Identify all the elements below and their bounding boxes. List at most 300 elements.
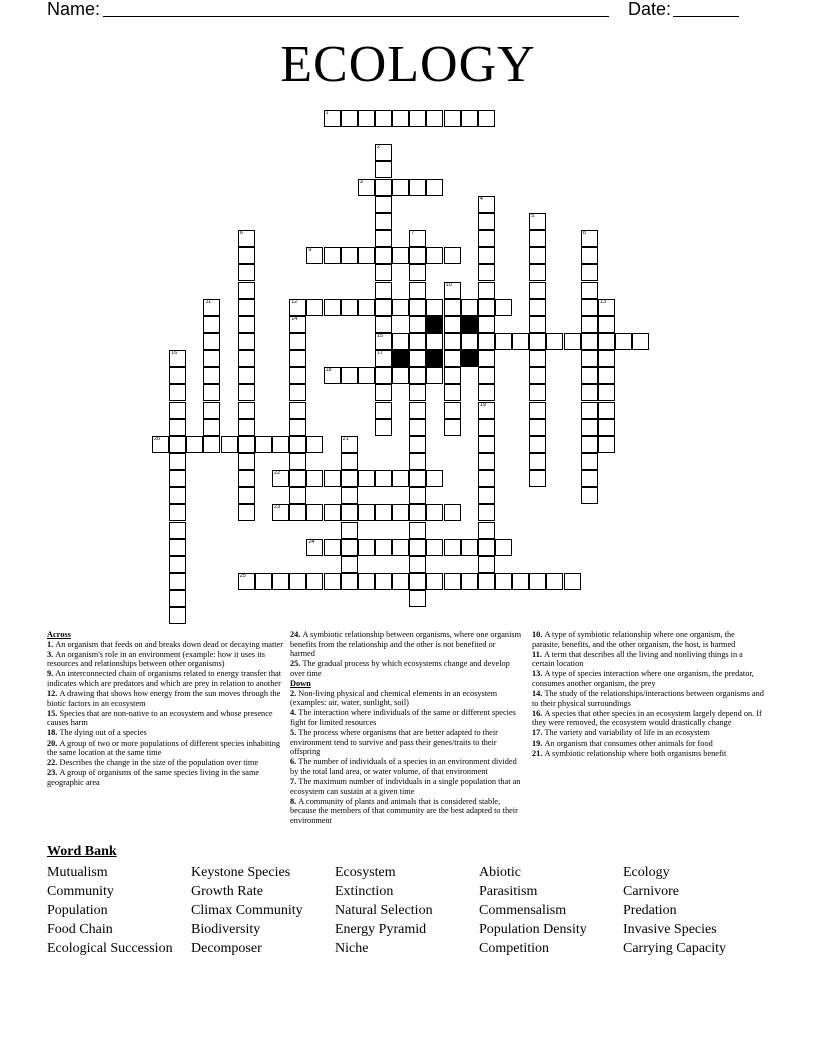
crossword-cell[interactable] — [478, 384, 495, 401]
crossword-cell[interactable] — [409, 299, 426, 316]
crossword-cell[interactable] — [306, 299, 323, 316]
crossword-cell[interactable] — [272, 573, 289, 590]
crossword-cell[interactable] — [461, 299, 478, 316]
crossword-cell[interactable] — [375, 264, 392, 281]
crossword-cell[interactable] — [409, 436, 426, 453]
crossword-cell[interactable] — [426, 299, 443, 316]
clue-number: 23 — [274, 504, 281, 511]
crossword-cell[interactable] — [289, 487, 306, 504]
crossword-cell[interactable] — [375, 161, 392, 178]
crossword-cell[interactable] — [324, 367, 341, 384]
crossword-cell[interactable] — [392, 539, 409, 556]
crossword-cell[interactable] — [272, 504, 289, 521]
crossword-cell[interactable] — [478, 299, 495, 316]
crossword-cell[interactable] — [409, 384, 426, 401]
crossword-cell[interactable] — [426, 470, 443, 487]
crossword-cell[interactable] — [581, 470, 598, 487]
crossword-cell[interactable] — [289, 504, 306, 521]
crossword-cell[interactable] — [444, 419, 461, 436]
crossword-cell[interactable] — [375, 539, 392, 556]
clues-column-2 — [290, 630, 522, 826]
crossword-cell[interactable] — [203, 333, 220, 350]
crossword-cell[interactable] — [358, 247, 375, 264]
crossword-cell[interactable] — [375, 419, 392, 436]
clue-number-label: 13. — [532, 669, 545, 679]
word-bank-title: Word Bank — [47, 844, 117, 859]
crossword-cell[interactable] — [581, 384, 598, 401]
crossword-cell[interactable] — [581, 453, 598, 470]
crossword-cell[interactable] — [169, 522, 186, 539]
clue-number-label: 20. — [47, 738, 60, 748]
crossword-cell[interactable] — [238, 436, 255, 453]
crossword-cell[interactable] — [444, 384, 461, 401]
crossword-cell[interactable] — [478, 110, 495, 127]
crossword-cell[interactable] — [272, 436, 289, 453]
crossword-cell[interactable] — [598, 333, 615, 350]
crossword-cell[interactable] — [598, 402, 615, 419]
crossword-cell[interactable] — [426, 504, 443, 521]
crossword-cell[interactable] — [358, 110, 375, 127]
crossword-cell[interactable] — [306, 247, 323, 264]
crossword-cell[interactable] — [409, 350, 426, 367]
crossword-cell[interactable] — [203, 316, 220, 333]
crossword-cell[interactable] — [238, 282, 255, 299]
crossword-cell[interactable] — [444, 247, 461, 264]
crossword-cell[interactable] — [341, 487, 358, 504]
crossword-cell[interactable] — [375, 282, 392, 299]
crossword-cell[interactable] — [375, 247, 392, 264]
clue-number-label: 14. — [532, 689, 545, 699]
crossword-cell[interactable] — [598, 367, 615, 384]
crossword-cell[interactable] — [375, 110, 392, 127]
crossword-cell[interactable] — [289, 453, 306, 470]
crossword-cell[interactable] — [375, 333, 392, 350]
crossword-cell[interactable] — [238, 573, 255, 590]
crossword-cell[interactable] — [409, 282, 426, 299]
crossword-cell[interactable] — [324, 573, 341, 590]
crossword-cell[interactable] — [289, 470, 306, 487]
crossword-cell[interactable] — [529, 402, 546, 419]
crossword-cell[interactable] — [409, 419, 426, 436]
clue-number: 16 — [171, 350, 178, 357]
crossword-cell[interactable] — [375, 384, 392, 401]
crossword-cell[interactable] — [169, 573, 186, 590]
crossword-cell[interactable] — [375, 213, 392, 230]
crossword-cell[interactable] — [289, 436, 306, 453]
crossword-cell[interactable] — [529, 350, 546, 367]
crossword-cell[interactable] — [375, 350, 392, 367]
clue-number: 15 — [376, 332, 384, 339]
crossword-cell[interactable] — [358, 367, 375, 384]
crossword-cell[interactable] — [341, 522, 358, 539]
crossword-cell[interactable] — [255, 436, 272, 453]
crossword-cell[interactable] — [478, 522, 495, 539]
crossword-cell[interactable] — [598, 299, 615, 316]
crossword-cell[interactable] — [529, 333, 546, 350]
crossword-cell[interactable] — [358, 470, 375, 487]
crossword-cell[interactable] — [598, 384, 615, 401]
crossword-cell[interactable] — [546, 333, 563, 350]
crossword-cell[interactable] — [169, 556, 186, 573]
crossword-cell[interactable] — [409, 470, 426, 487]
crossword-cell[interactable] — [409, 230, 426, 247]
crossword-cell[interactable] — [238, 264, 255, 281]
crossword-cell[interactable] — [426, 333, 443, 350]
crossword-cell[interactable] — [409, 333, 426, 350]
crossword-cell[interactable] — [272, 470, 289, 487]
crossword-cell[interactable] — [169, 590, 186, 607]
crossword-cell[interactable] — [306, 573, 323, 590]
word-bank-item: Niche — [335, 940, 369, 956]
crossword-cell[interactable] — [238, 504, 255, 521]
crossword-cell[interactable] — [324, 539, 341, 556]
crossword-cell[interactable] — [529, 384, 546, 401]
crossword-cell[interactable] — [478, 504, 495, 521]
crossword-cell[interactable] — [392, 333, 409, 350]
crossword-cell[interactable] — [478, 247, 495, 264]
crossword-cell[interactable] — [358, 504, 375, 521]
crossword-cell[interactable] — [478, 470, 495, 487]
crossword-cell[interactable] — [238, 470, 255, 487]
crossword-cell[interactable] — [409, 453, 426, 470]
crossword-cell[interactable] — [426, 539, 443, 556]
crossword-cell[interactable] — [375, 179, 392, 196]
crossword-cell[interactable] — [598, 419, 615, 436]
crossword-cell[interactable] — [444, 539, 461, 556]
crossword-cell[interactable] — [581, 299, 598, 316]
crossword-cell[interactable] — [324, 470, 341, 487]
crossword-cell[interactable] — [632, 333, 649, 350]
crossword-cell[interactable] — [529, 436, 546, 453]
crossword-cell[interactable] — [341, 453, 358, 470]
crossword-cell[interactable] — [358, 299, 375, 316]
crossword-cell[interactable] — [324, 299, 341, 316]
crossword-cell[interactable] — [238, 230, 255, 247]
crossword-cell[interactable] — [375, 470, 392, 487]
clue-text: A group of two or more populations of different species inhabiting the same location at the same time — [47, 738, 281, 758]
crossword-cell[interactable] — [478, 264, 495, 281]
crossword-cell[interactable] — [169, 436, 186, 453]
crossword-cell[interactable] — [529, 316, 546, 333]
crossword-cell[interactable] — [289, 333, 306, 350]
crossword-cell[interactable] — [238, 367, 255, 384]
crossword-cell[interactable] — [169, 384, 186, 401]
crossword-cell[interactable] — [546, 573, 563, 590]
crossword-cell[interactable] — [581, 316, 598, 333]
crossword-cell[interactable] — [444, 402, 461, 419]
crossword-cell[interactable] — [341, 247, 358, 264]
crossword-cell[interactable] — [238, 384, 255, 401]
crossword-cell[interactable] — [581, 487, 598, 504]
crossword-cell[interactable] — [392, 179, 409, 196]
crossword-cell[interactable] — [426, 247, 443, 264]
crossword-cell[interactable] — [444, 367, 461, 384]
crossword-cell[interactable] — [392, 299, 409, 316]
crossword-cell[interactable] — [478, 213, 495, 230]
crossword-cell[interactable] — [409, 539, 426, 556]
crossword-cell[interactable] — [409, 590, 426, 607]
crossword-cell[interactable] — [375, 573, 392, 590]
crossword-cell[interactable] — [478, 573, 495, 590]
crossword-cell[interactable] — [564, 573, 581, 590]
crossword-cell[interactable] — [392, 504, 409, 521]
crossword-cell[interactable] — [169, 470, 186, 487]
clue-number-label: 9. — [47, 669, 56, 679]
crossword-cell[interactable] — [461, 573, 478, 590]
black-square — [392, 350, 409, 367]
crossword-cell[interactable] — [306, 470, 323, 487]
crossword-cell[interactable] — [512, 333, 529, 350]
crossword-cell[interactable] — [512, 573, 529, 590]
crossword-cell[interactable] — [478, 196, 495, 213]
clue-number-label: 5. — [290, 727, 299, 737]
crossword-cell[interactable] — [203, 402, 220, 419]
crossword-cell[interactable] — [238, 247, 255, 264]
crossword-cell[interactable] — [238, 333, 255, 350]
crossword-cell[interactable] — [529, 453, 546, 470]
crossword-cell[interactable] — [478, 436, 495, 453]
crossword-cell[interactable] — [409, 402, 426, 419]
crossword-cell[interactable] — [289, 350, 306, 367]
crossword-cell[interactable] — [409, 522, 426, 539]
word-bank-item: Carrying Capacity — [623, 940, 727, 956]
clue-number-label: 23. — [47, 768, 60, 778]
crossword-cell[interactable] — [461, 333, 478, 350]
crossword-cell[interactable] — [478, 402, 495, 419]
crossword-cell[interactable] — [341, 556, 358, 573]
crossword-cell[interactable] — [478, 453, 495, 470]
crossword-cell[interactable] — [409, 264, 426, 281]
crossword-cell[interactable] — [478, 316, 495, 333]
crossword-cell[interactable] — [169, 504, 186, 521]
crossword-cell[interactable] — [444, 350, 461, 367]
crossword-cell[interactable] — [529, 213, 546, 230]
crossword-cell[interactable] — [203, 367, 220, 384]
crossword-cell[interactable] — [375, 230, 392, 247]
crossword-cell[interactable] — [581, 282, 598, 299]
crossword-cell[interactable] — [529, 247, 546, 264]
crossword-cell[interactable] — [358, 539, 375, 556]
crossword-cell[interactable] — [409, 504, 426, 521]
crossword-cell[interactable] — [341, 504, 358, 521]
crossword-cell[interactable] — [444, 110, 461, 127]
crossword-cell[interactable] — [238, 419, 255, 436]
crossword-cell[interactable] — [289, 419, 306, 436]
crossword-cell[interactable] — [444, 573, 461, 590]
crossword-cell[interactable] — [306, 436, 323, 453]
crossword-cell[interactable] — [169, 419, 186, 436]
crossword-cell[interactable] — [529, 470, 546, 487]
crossword-cell[interactable] — [495, 299, 512, 316]
crossword-cell[interactable] — [203, 299, 220, 316]
crossword-cell[interactable] — [392, 367, 409, 384]
clue-item — [290, 797, 522, 826]
crossword-cell[interactable] — [375, 299, 392, 316]
clue-number: 24 — [308, 538, 315, 545]
crossword-cell[interactable] — [392, 110, 409, 127]
crossword-cell[interactable] — [581, 367, 598, 384]
crossword-cell[interactable] — [324, 247, 341, 264]
crossword-cell[interactable] — [581, 402, 598, 419]
clue-item — [47, 739, 283, 758]
crossword-cell[interactable] — [478, 230, 495, 247]
crossword-cell[interactable] — [426, 573, 443, 590]
clue-text: The interaction where individuals of the same or different species fight for limited resources — [290, 708, 516, 727]
crossword-cell[interactable] — [581, 264, 598, 281]
crossword-cell[interactable] — [203, 419, 220, 436]
crossword-cell[interactable] — [169, 402, 186, 419]
crossword-cell[interactable] — [478, 419, 495, 436]
crossword-cell[interactable] — [478, 333, 495, 350]
crossword-cell[interactable] — [444, 333, 461, 350]
crossword-cell[interactable] — [341, 110, 358, 127]
crossword-cell[interactable] — [598, 350, 615, 367]
crossword-cell[interactable] — [495, 573, 512, 590]
crossword-cell[interactable] — [341, 470, 358, 487]
clue-number-label: 4. — [290, 708, 299, 718]
crossword-cell[interactable] — [221, 436, 238, 453]
clue-number-label: 1. — [47, 639, 56, 649]
crossword-cell[interactable] — [375, 316, 392, 333]
crossword-cell[interactable] — [461, 539, 478, 556]
crossword-cell[interactable] — [375, 144, 392, 161]
crossword-cell[interactable] — [529, 264, 546, 281]
crossword-cell[interactable] — [426, 367, 443, 384]
crossword-cell[interactable] — [444, 504, 461, 521]
crossword-cell[interactable] — [238, 402, 255, 419]
crossword-cell[interactable] — [529, 230, 546, 247]
crossword-cell[interactable] — [186, 436, 203, 453]
crossword-cell[interactable] — [375, 402, 392, 419]
clue-number-label: 6. — [290, 757, 299, 767]
crossword-cell[interactable] — [341, 539, 358, 556]
crossword-cell[interactable] — [306, 539, 323, 556]
crossword-cell[interactable] — [169, 367, 186, 384]
crossword-cell[interactable] — [581, 419, 598, 436]
crossword-cell[interactable] — [444, 282, 461, 299]
crossword-cell[interactable] — [529, 282, 546, 299]
clue-text: A type of symbiotic relationship where one organism, the parasite, benefits, and the other organism, the host, is harmed — [532, 630, 736, 649]
clue-number-label: 3. — [47, 649, 56, 659]
crossword-cell[interactable] — [169, 453, 186, 470]
crossword-cell[interactable] — [478, 350, 495, 367]
crossword-cell[interactable] — [409, 179, 426, 196]
crossword-cell[interactable] — [341, 573, 358, 590]
crossword-cell[interactable] — [238, 299, 255, 316]
crossword-cell[interactable] — [581, 350, 598, 367]
clue-item — [290, 659, 522, 678]
clue-number: 14 — [291, 315, 298, 322]
crossword-cell[interactable] — [495, 333, 512, 350]
crossword-cell[interactable] — [203, 350, 220, 367]
crossword-cell[interactable] — [529, 367, 546, 384]
crossword-cell[interactable] — [409, 487, 426, 504]
crossword-cell[interactable] — [478, 487, 495, 504]
crossword-cell[interactable] — [289, 367, 306, 384]
crossword-cell[interactable] — [392, 573, 409, 590]
crossword-cell[interactable] — [444, 316, 461, 333]
crossword-cell[interactable] — [152, 436, 169, 453]
crossword-cell[interactable] — [581, 333, 598, 350]
crossword-cell[interactable] — [375, 196, 392, 213]
crossword-cell[interactable] — [581, 436, 598, 453]
crossword-cell[interactable] — [409, 556, 426, 573]
crossword-cell[interactable] — [426, 110, 443, 127]
crossword-cell[interactable] — [289, 402, 306, 419]
crossword-cell[interactable] — [306, 504, 323, 521]
crossword-cell[interactable] — [341, 436, 358, 453]
crossword-cell[interactable] — [358, 179, 375, 196]
crossword-cell[interactable] — [495, 539, 512, 556]
crossword-cell[interactable] — [375, 367, 392, 384]
crossword-cell[interactable] — [478, 282, 495, 299]
crossword-cell[interactable] — [238, 350, 255, 367]
crossword-cell[interactable] — [255, 573, 272, 590]
crossword-cell[interactable] — [409, 367, 426, 384]
crossword-cell[interactable] — [324, 504, 341, 521]
crossword-cell[interactable] — [615, 333, 632, 350]
crossword-cell[interactable] — [581, 247, 598, 264]
clue-number-label: 19. — [532, 738, 545, 748]
crossword-cell[interactable] — [289, 299, 306, 316]
crossword-cell[interactable] — [203, 436, 220, 453]
crossword-cell[interactable] — [324, 110, 341, 127]
crossword-cell[interactable] — [409, 247, 426, 264]
crossword-cell[interactable] — [598, 436, 615, 453]
crossword-cell[interactable] — [289, 316, 306, 333]
crossword-cell[interactable] — [409, 573, 426, 590]
crossword-cell[interactable] — [478, 539, 495, 556]
crossword-cell[interactable] — [529, 299, 546, 316]
crossword-cell[interactable] — [444, 299, 461, 316]
crossword-cell[interactable] — [426, 179, 443, 196]
crossword-cell[interactable] — [478, 556, 495, 573]
crossword-cell[interactable] — [358, 573, 375, 590]
crossword-cell[interactable] — [581, 230, 598, 247]
crossword-cell[interactable] — [238, 487, 255, 504]
crossword-cell[interactable] — [169, 539, 186, 556]
crossword-cell[interactable] — [392, 470, 409, 487]
clue-number-label: 18. — [47, 728, 60, 738]
crossword-cell[interactable] — [203, 384, 220, 401]
crossword-cell[interactable] — [289, 573, 306, 590]
word-bank-item: Commensalism — [479, 902, 567, 918]
word-bank-item: Biodiversity — [191, 921, 261, 937]
crossword-cell[interactable] — [409, 110, 426, 127]
crossword-cell[interactable] — [375, 504, 392, 521]
clue-text: A type of species interaction where one organism, the predator, consumes another organism, the prey — [532, 669, 754, 688]
crossword-cell[interactable] — [341, 367, 358, 384]
crossword-cell[interactable] — [409, 316, 426, 333]
crossword-cell[interactable] — [238, 316, 255, 333]
crossword-cell[interactable] — [478, 367, 495, 384]
clue-item — [290, 728, 522, 757]
crossword-cell[interactable] — [529, 573, 546, 590]
crossword-cell[interactable] — [289, 384, 306, 401]
crossword-cell[interactable] — [598, 316, 615, 333]
crossword-cell[interactable] — [341, 299, 358, 316]
crossword-cell[interactable] — [238, 453, 255, 470]
clue-number: 22 — [274, 470, 281, 477]
crossword-cell[interactable] — [169, 607, 186, 624]
crossword-cell[interactable] — [529, 419, 546, 436]
crossword-cell[interactable] — [169, 487, 186, 504]
crossword-cell[interactable] — [461, 110, 478, 127]
crossword-cell[interactable] — [169, 350, 186, 367]
crossword-cell[interactable] — [392, 247, 409, 264]
crossword-cell[interactable] — [564, 333, 581, 350]
clue-text: A term that describes all the living and nonliving things in a certain location — [532, 649, 743, 669]
